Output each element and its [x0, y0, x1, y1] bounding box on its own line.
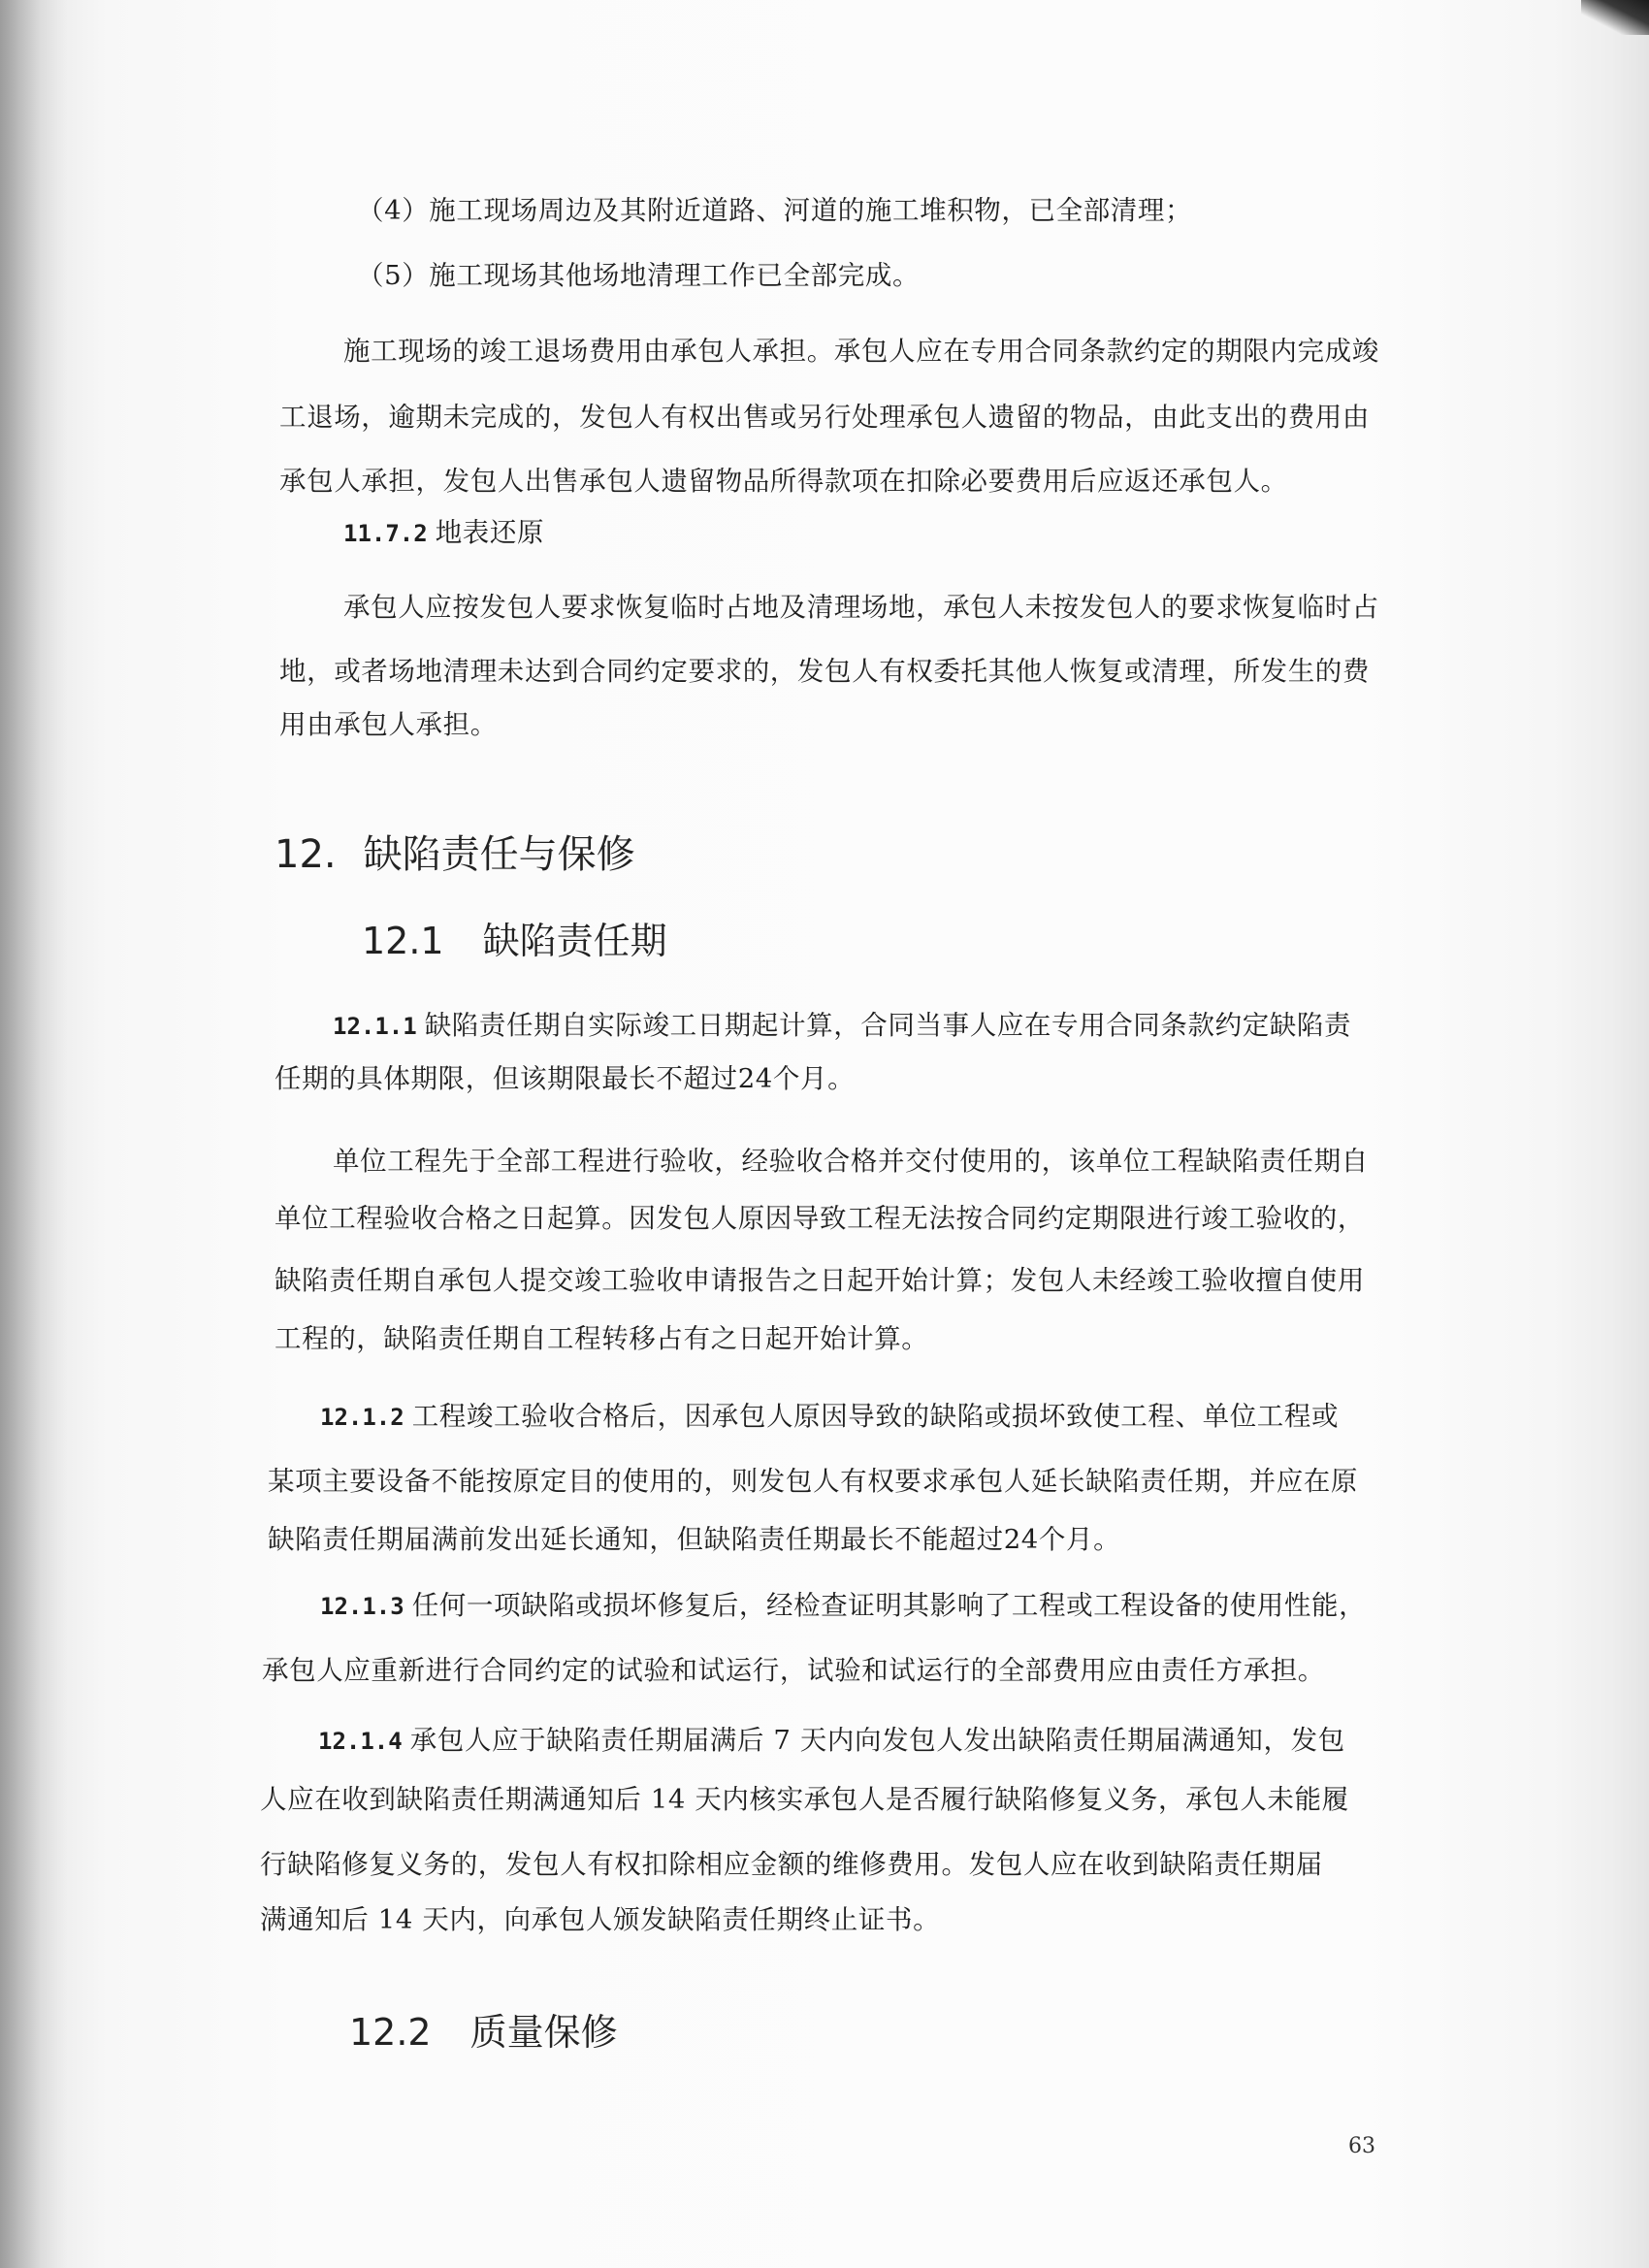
clause-12-1-4-line: [318, 1722, 1453, 1760]
page-number: 63: [1348, 2134, 1375, 2158]
paragraph-line: 用由承包人承担。: [279, 709, 498, 740]
clause-12-1-3-line: [320, 1587, 1455, 1625]
paragraph-line: 单位工程验收合格之日起算。因发包人原因导致工程无法按合同约定期限进行竣工验收的，: [275, 1203, 1365, 1234]
paragraph-line: 承包人应重新进行合同约定的试验和试运行，试验和试运行的全部费用应由责任方承担。: [262, 1655, 1325, 1686]
chapter-title: 缺陷责任与保修: [363, 832, 635, 877]
clause-12-1-1-line: [333, 1007, 1468, 1045]
paragraph-line: 单位工程先于全部工程进行验收，经验收合格并交付使用的，该单位工程缺陷责任期自: [333, 1146, 1369, 1177]
paragraph-line: 缺陷责任期自承包人提交竣工验收申请报告之日起开始计算；发包人未经竣工验收擅自使用: [275, 1265, 1365, 1296]
paragraph-line: 施工现场的竣工退场费用由承包人承担。承包人应在专用合同条款约定的期限内完成竣: [343, 336, 1379, 367]
paragraph-line: 人应在收到缺陷责任期满通知后 14 天内核实承包人是否履行缺陷修复义务，承包人未能履: [260, 1784, 1349, 1815]
list-item-5: （5）施工现场其他场地清理工作已全部完成。: [357, 260, 921, 291]
clause-number: 11.7.2: [343, 520, 428, 547]
paragraph-line: 任期的具体期限，但该期限最长不超过24个月。: [275, 1063, 856, 1094]
clause-number: 12.1.3: [320, 1593, 404, 1620]
paragraph-line: 工程的，缺陷责任期自工程转移占有之日起开始计算。: [275, 1323, 929, 1354]
section-title: 缺陷责任期: [482, 920, 667, 962]
chapter-heading-12: [275, 829, 635, 880]
chapter-number: 12.: [275, 832, 337, 877]
paragraph-line: 地，或者场地清理未达到合同约定要求的，发包人有权委托其他人恢复或清理，所发生的费: [279, 656, 1370, 687]
clause-heading-11-7-2: [343, 514, 1478, 552]
paragraph-line: 满通知后 14 天内，向承包人颁发缺陷责任期终止证书。: [260, 1904, 941, 1935]
paragraph-line: 承包人应按发包人要求恢复临时占地及清理场地，承包人未按发包人的要求恢复临时占: [343, 592, 1379, 623]
section-heading-12-2: [349, 2008, 618, 2057]
clause-text: 任何一项缺陷或损坏修复后，经检查证明其影响了工程或工程设备的使用性能，: [411, 1590, 1367, 1621]
paragraph-line: 行缺陷修复义务的，发包人有权扣除相应金额的维修费用。发包人应在收到缺陷责任期届: [260, 1849, 1323, 1880]
clause-text: 工程竣工验收合格后，因承包人原因导致的缺陷或损坏致使工程、单位工程或: [411, 1401, 1340, 1432]
paragraph-line: 某项主要设备不能按原定目的使用的，则发包人有权要求承包人延长缺陷责任期，并应在原: [268, 1466, 1358, 1497]
clause-number: 12.1.4: [318, 1728, 403, 1755]
clause-12-1-2-line: [320, 1398, 1455, 1436]
section-number: 12.2: [349, 2011, 432, 2054]
list-item-4: （4）施工现场周边及其附近道路、河道的施工堆积物，已全部清理；: [357, 195, 1193, 226]
paragraph-line: 缺陷责任期届满前发出延长通知，但缺陷责任期最长不能超过24个月。: [268, 1524, 1121, 1555]
section-heading-12-1: [362, 917, 667, 965]
paragraph-line: 工退场，逾期未完成的，发包人有权出售或另行处理承包人遗留的物品，由此支出的费用由: [279, 402, 1370, 433]
section-number: 12.1: [362, 920, 444, 962]
clause-text: 承包人应于缺陷责任期届满后 7 天内向发包人发出缺陷责任期届满通知，发包: [409, 1725, 1345, 1756]
clause-title: 地表还原: [435, 517, 545, 548]
clause-number: 12.1.1: [333, 1013, 417, 1040]
clause-number: 12.1.2: [320, 1404, 404, 1431]
section-title: 质量保修: [469, 2011, 618, 2054]
paragraph-line: 承包人承担，发包人出售承包人遗留物品所得款项在扣除必要费用后应返还承包人。: [279, 466, 1288, 497]
clause-text: 缺陷责任期自实际竣工日期起计算，合同当事人应在专用合同条款约定缺陷责: [424, 1010, 1352, 1041]
